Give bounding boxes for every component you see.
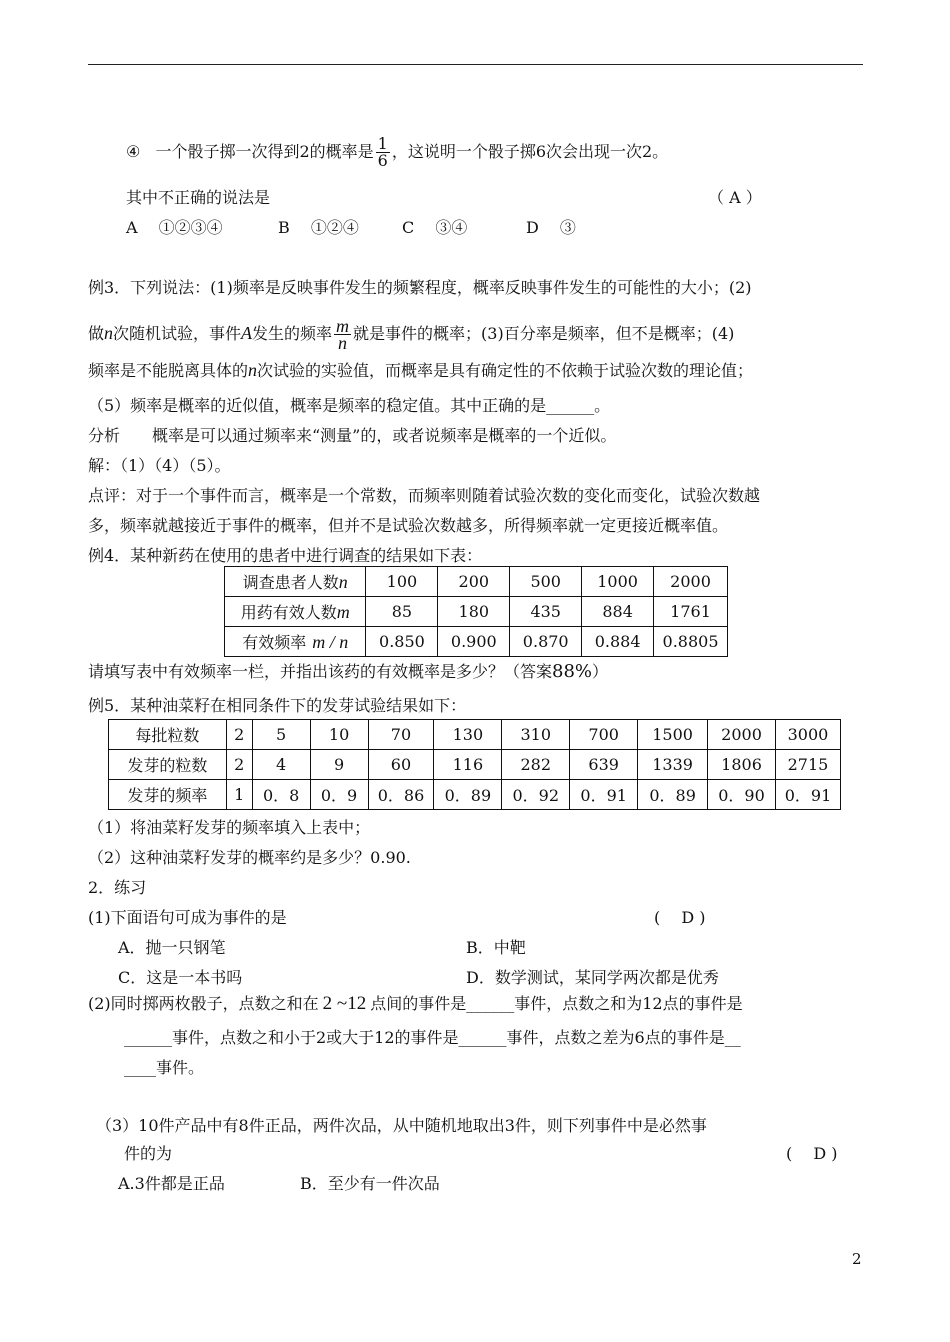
ex5-title: 例5．某种油菜籽在相同条件下的发芽试验结果如下： <box>88 696 467 715</box>
ex3-comment1: 点评：对于一个事件而言，概率是一个常数，而频率则随着试验次数的变化而变化，试验次数越 <box>88 486 761 505</box>
cell: 884 <box>582 597 654 627</box>
var-A: A <box>241 323 253 343</box>
row-label: 发芽的频率 <box>109 780 227 810</box>
row-label: 每批粒数 <box>109 720 227 750</box>
cell: 60 <box>368 750 434 780</box>
ex4-note: 请填写表中有效频率一栏，并指出该药的有效概率是多少？（答案88%） <box>88 661 609 682</box>
cell: 1761 <box>654 597 728 627</box>
statement-text: 一个骰子掷一次得到2的概率是 <box>155 142 374 161</box>
practice-1-option-d: D．数学测试，某同学两次都是优秀 <box>466 968 719 987</box>
row-label: 有效频率 m / n <box>225 627 366 657</box>
practice-2-line3: ____事件。 <box>124 1058 205 1077</box>
fraction-m-over-n: $\frac{m}{n}$ <box>336 316 350 353</box>
practice-1-option-b: B．中靶 <box>466 938 526 957</box>
cell: 0．91 <box>775 780 840 810</box>
row-label: 调查患者人数n <box>225 567 366 597</box>
var-n: n <box>248 360 258 380</box>
ex3-analysis: 分析 概率是可以通过频率来“测量”的，或者说频率是概率的一个近似。 <box>88 426 617 445</box>
cell: 0．91 <box>570 780 638 810</box>
cell: 5 <box>252 720 310 750</box>
cell: 180 <box>438 597 510 627</box>
practice-3-answer: ( D ) <box>786 1144 838 1163</box>
question-incorrect: 其中不正确的说法是 <box>126 188 271 207</box>
cell: 0．86 <box>368 780 434 810</box>
cell: 0．92 <box>502 780 570 810</box>
ex5-q2: （2）这种油菜籽发芽的概率约是多少？0.90. <box>88 848 411 867</box>
cell: 500 <box>510 567 582 597</box>
cell: 116 <box>434 750 502 780</box>
cell: 0．89 <box>638 780 708 810</box>
fraction-one-sixth: $\frac{1}{6}$ <box>377 134 388 170</box>
table-row <box>225 597 728 627</box>
table-row <box>109 720 841 750</box>
cell: 2 <box>226 750 252 780</box>
cell: 0．90 <box>708 780 776 810</box>
cell: 0.8805 <box>654 627 728 657</box>
row-label: 发芽的粒数 <box>109 750 227 780</box>
cell: 2 <box>226 720 252 750</box>
cell: 282 <box>502 750 570 780</box>
answer-a: （ A ） <box>708 188 762 207</box>
row-label: 用药有效人数m <box>225 597 366 627</box>
cell: 639 <box>570 750 638 780</box>
practice-1-option-c: C．这是一本书吗 <box>118 968 243 987</box>
cell: 200 <box>438 567 510 597</box>
cell: 130 <box>434 720 502 750</box>
practice-3-line1: （3）10件产品中有8件正品，两件次品，从中随机地取出3件，则下列事件中是必然事 <box>96 1116 707 1135</box>
ex3-line1: 例3．下列说法：(1)频率是反映事件发生的频繁程度，概率反映事件发生的可能性的大小；(2) <box>88 278 752 297</box>
cell: 1 <box>226 780 252 810</box>
table-row <box>109 750 841 780</box>
ex3-line4: （5）频率是概率的近似值，概率是频率的稳定值。其中正确的是______。 <box>88 396 611 415</box>
cell: 10 <box>310 720 368 750</box>
practice-2-line2: ______事件，点数之和小于2或大于12的事件是______事件，点数之差为6点的事件是__ <box>124 1028 741 1047</box>
table-row <box>109 780 841 810</box>
cell: 3000 <box>775 720 840 750</box>
ex3-solution: 解：（1）（4）（5）。 <box>88 456 231 475</box>
ex3-comment2: 多，频率就越接近于事件的概率，但并不是试验次数越多，所得频率就一定更接近概率值。 <box>88 516 729 535</box>
cell: 4 <box>252 750 310 780</box>
cell: 0.884 <box>582 627 654 657</box>
cell: 0.870 <box>510 627 582 657</box>
cell: 1339 <box>638 750 708 780</box>
ex5-table <box>108 719 841 810</box>
statement-text-tail: ，这说明一个骰子掷6次会出现一次2。 <box>391 142 669 161</box>
cell: 85 <box>366 597 438 627</box>
option-b: B ①②④ <box>278 218 359 237</box>
statement-4 <box>126 136 668 169</box>
cell: 1500 <box>638 720 708 750</box>
practice-1-stem: (1)下面语句可成为事件的是 <box>88 908 287 927</box>
cell: 700 <box>570 720 638 750</box>
header-rule <box>88 64 863 65</box>
cell: 100 <box>366 567 438 597</box>
practice-3-line2: 件的为 <box>124 1144 173 1163</box>
cell: 435 <box>510 597 582 627</box>
answer-value: 88% <box>552 661 593 682</box>
page-number: 2 <box>852 1250 862 1268</box>
cell: 1000 <box>582 567 654 597</box>
cell: 2715 <box>775 750 840 780</box>
range-2-12: 2 ~12 <box>322 993 367 1014</box>
option-a: A ①②③④ <box>126 218 223 237</box>
ex3-line2: 做n次随机试验，事件A发生的频率 $\frac{m}{n}$ 就是事件的概率；(3)百分率是频率，但不是概率；(4) <box>88 316 735 353</box>
cell: 1806 <box>708 750 776 780</box>
var-n: n <box>104 323 114 343</box>
practice-1-answer: ( D ) <box>654 908 706 927</box>
ex3-line3: 频率是不能脱离具体的n次试验的实验值，而概率是具有确定性的不依赖于试验次数的理论值； <box>88 360 754 380</box>
table-row <box>225 627 728 657</box>
ex4-table <box>224 566 728 657</box>
option-c: C ③④ <box>402 218 468 237</box>
table-row <box>225 567 728 597</box>
cell: 70 <box>368 720 434 750</box>
cell: 9 <box>310 750 368 780</box>
practice-1-option-a: A．抛一只钢笔 <box>118 938 226 957</box>
ex4-title: 例4．某种新药在使用的患者中进行调查的结果如下表： <box>88 546 483 565</box>
cell: 0.850 <box>366 627 438 657</box>
practice-2-line1: (2)同时掷两枚骰子，点数之和在 2 ~12 点间的事件是______事件，点数之和为12点的事件是 <box>88 993 743 1014</box>
ex5-q1: （1）将油菜籽发芽的频率填入上表中； <box>88 818 371 837</box>
cell: 0．9 <box>310 780 368 810</box>
cell: 0.900 <box>438 627 510 657</box>
cell: 2000 <box>654 567 728 597</box>
practice-3-option-b: B．至少有一件次品 <box>300 1174 440 1193</box>
option-d: D ③ <box>526 218 576 237</box>
statement-number: ④ <box>126 142 141 161</box>
practice-3-option-a: A.3件都是正品 <box>118 1174 225 1193</box>
cell: 0．89 <box>434 780 502 810</box>
cell: 0．8 <box>252 780 310 810</box>
practice-heading: 2．练习 <box>88 878 147 897</box>
cell: 2000 <box>708 720 776 750</box>
cell: 310 <box>502 720 570 750</box>
